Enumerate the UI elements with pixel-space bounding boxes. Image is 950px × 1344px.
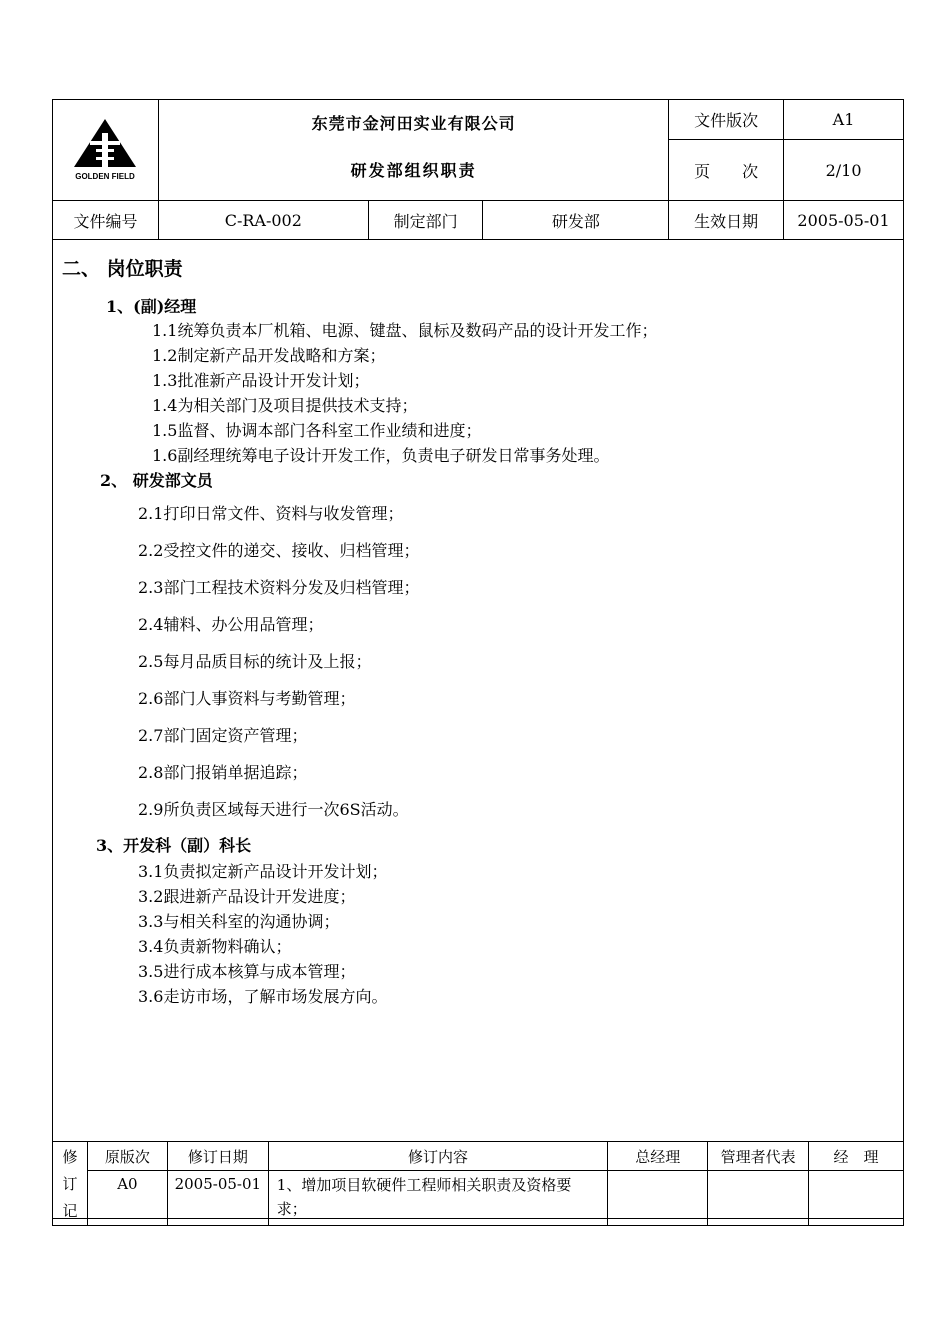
company-name: 东莞市金河田实业有限公司 bbox=[158, 100, 668, 140]
list-item: 2.3部门工程技术资料分发及归档管理； bbox=[138, 578, 420, 597]
col-revision-date: 修订日期 bbox=[167, 1142, 268, 1171]
group-3-title: 3、开发科（副）科长 bbox=[96, 836, 252, 855]
list-item: 2.1打印日常文件、资料与收发管理； bbox=[138, 504, 404, 523]
list-item: 1.4为相关部门及项目提供技术支持； bbox=[152, 396, 418, 415]
revision-side-label: 修 订 记 bbox=[53, 1142, 88, 1226]
group-1-title: 1、(副)经理 bbox=[106, 297, 197, 316]
row-manager bbox=[809, 1171, 904, 1226]
col-management-rep: 管理者代表 bbox=[708, 1142, 809, 1171]
dept-value: 研发部 bbox=[483, 201, 669, 240]
logo-text: GOLDEN FIELD bbox=[75, 172, 136, 181]
list-item: 2.5每月品质目标的统计及上报； bbox=[138, 652, 372, 671]
document-title: 研发部组织职责 bbox=[158, 140, 668, 201]
row-revision-date: 2005-05-01 bbox=[167, 1171, 268, 1226]
list-item: 3.3与相关科室的沟通协调； bbox=[138, 912, 340, 931]
list-item: 1.1统筹负责本厂机箱、电源、键盘、鼠标及数码产品的设计开发工作； bbox=[152, 321, 658, 340]
col-original-version: 原版次 bbox=[87, 1142, 167, 1171]
list-item: 3.6走访市场，了解市场发展方向。 bbox=[138, 987, 388, 1006]
col-manager: 经 理 bbox=[809, 1142, 904, 1171]
list-item: 1.3批准新产品设计开发计划； bbox=[152, 371, 370, 390]
page-label: 页 次 bbox=[669, 140, 784, 201]
page-value: 2/10 bbox=[784, 140, 904, 201]
list-item: 1.2制定新产品开发战略和方案； bbox=[152, 346, 386, 365]
logo bbox=[53, 100, 159, 201]
revision-table bbox=[52, 1141, 904, 1226]
section-title: 二、 岗位职责 bbox=[62, 258, 183, 280]
list-item: 2.8部门报销单据追踪； bbox=[138, 763, 308, 782]
list-item: 3.2跟进新产品设计开发进度； bbox=[138, 887, 356, 906]
row-general-manager bbox=[608, 1171, 708, 1226]
list-item: 3.4负责新物料确认； bbox=[138, 937, 292, 956]
list-item: 2.9所负责区域每天进行一次6S活动。 bbox=[138, 800, 409, 819]
header-table bbox=[52, 99, 904, 240]
list-item: 3.1负责拟定新产品设计开发计划； bbox=[138, 862, 388, 881]
dept-label: 制定部门 bbox=[368, 201, 483, 240]
row-revision-content: 1、增加项目软硬件工程师相关职责及资格要求； bbox=[268, 1171, 608, 1226]
list-item: 2.2受控文件的递交、接收、归档管理； bbox=[138, 541, 420, 560]
list-item: 3.5进行成本核算与成本管理； bbox=[138, 962, 356, 981]
date-label: 生效日期 bbox=[669, 201, 784, 240]
list-item: 2.6部门人事资料与考勤管理； bbox=[138, 689, 356, 708]
list-item: 2.7部门固定资产管理； bbox=[138, 726, 308, 745]
date-value: 2005-05-01 bbox=[784, 201, 904, 240]
col-revision-content: 修订内容 bbox=[268, 1142, 608, 1171]
list-item: 1.5监督、协调本部门各科室工作业绩和进度； bbox=[152, 421, 482, 440]
version-label: 文件版次 bbox=[669, 100, 784, 140]
list-item: 1.6副经理统筹电子设计开发工作，负责电子研发日常事务处理。 bbox=[152, 446, 610, 465]
row-management-rep bbox=[708, 1171, 809, 1226]
row-original-version: A0 bbox=[87, 1171, 167, 1226]
col-general-manager: 总经理 bbox=[608, 1142, 708, 1171]
version-value: A1 bbox=[784, 100, 904, 140]
group-2-title: 2、 研发部文员 bbox=[100, 471, 213, 490]
docno-label: 文件编号 bbox=[53, 201, 159, 240]
docno-value: C-RA-002 bbox=[158, 201, 368, 240]
golden-field-logo-icon bbox=[60, 113, 150, 183]
list-item: 2.4辅料、办公用品管理； bbox=[138, 615, 324, 634]
